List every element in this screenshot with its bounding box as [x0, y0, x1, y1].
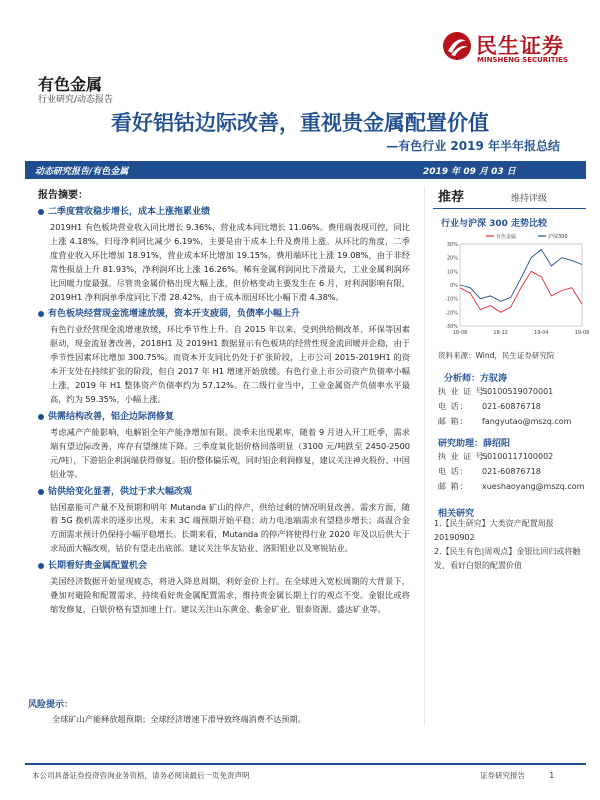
section-text: 钴国嘉能可产量不及预期和明年 Mutanda 矿山的停产，供给过剩的情况明显改善。需求方面，随着 5G 换机需求的逐步出现，未来 3C 端预期开始平稳；动力电池端需求有望稳步增长；高温合金方面需求预计仍保持小幅平稳增长。长期来看，Mutanda 的停产将使得行业 2020 年及以后供大于求局面大幅改观，钴价有望走出底部。建议关注华友钴业、洛阳钼业以及寒锐钴业。 [50, 501, 410, 554]
info-key: 电 话： [438, 402, 469, 411]
section-title: 二季度营收稳步增长，成本上涨拖累业绩 [38, 205, 410, 219]
risk-text: 全球矿山产能释放超预期；全球经济增速下滑导致终端消费不达预期。 [52, 714, 306, 724]
info-key: 电 话： [438, 467, 469, 476]
banner-date: 2019 年 09 月 03 日 [423, 167, 516, 177]
brand-name-en: MINSHENG SECURITIES [477, 56, 568, 64]
section-text: 考虑减产产能影响，电解铝全年产能净增加有限。淡季未出现累库，随着 9 月进入开工旺季，需求端有望边际改善，库存有望继续下降。三季度氧化铝价格回落明显（3100 元/吨跌至 2450-2500 元/吨），下游铝企利润端获得修复。铝价整体偏乐观，同时铝企利润修复，建议关注神火股份、中国铝业等。 [50, 426, 410, 479]
banner-category: 动态研究报告/有色金属 [35, 167, 129, 177]
assistant-info [438, 449, 588, 494]
plot-frame [460, 244, 582, 326]
info-key: 邮 箱： [438, 482, 469, 491]
page-subtitle: —有色行业 2019 年半年报总结 [386, 139, 560, 153]
chart-source: 资料来源：Wind，民生证券研究院 [438, 351, 555, 360]
section-title: 长期看好贵金属配置机会 [38, 559, 410, 573]
abstract-title: 报告摘要： [38, 190, 88, 201]
info-value: 021-60876718 [482, 402, 541, 411]
section-text: 有色行业经营现金流增速放缓，环比季节性上升。自 2015 年以来，受到供给侧改革、环保等因素驱动，现金流显著改善，2018H1 及 2019H1 数据显示有色板块的经营性现金流回暖并企稳，由于季节性因素环比增加 300.75%。而资本开支同比仍处于扩张阶段，上市公司 2015-2019H1 的资本开支处在持续扩张的阶段，但自 2017 年 H1 增速开始放缓。有色行业上市公司资产负债率小幅上涨，2019 年 H1 整体资产负债率约为 57.12%。在二级行业当中，工业金属资产负债率水平最高，约为 59.35%，小幅上涨。 [50, 324, 410, 404]
info-value: 021-60876718 [482, 467, 541, 476]
section-title: 供需结构改善，铝企边际润修复 [38, 410, 410, 424]
y-tick-label: -30% [445, 324, 458, 330]
legend-label: 沪深300 [548, 234, 568, 240]
industry-label: 有色金属 [38, 75, 103, 94]
risk-section [28, 697, 422, 725]
related-heading: 相关研究 [438, 509, 475, 519]
y-tick-label: 20% [446, 255, 458, 262]
trend-chart [436, 230, 590, 342]
chart-title: 行业与沪深 300 走势比较 [441, 219, 548, 229]
section-text: 美国经济数据开始显现疲态，将进入降息周期，利好金价上行。在全球进入宽松周期的大背景下，叠加对避险和配置需求，持续看好贵金属配置需求，维持贵金属长期上行的观点不变。金银比或将缩发修复，白银价格有望加速上行。建议关注山东黄金、紫金矿业、银泰资源、盛达矿业等。 [50, 576, 410, 614]
footer-disclaimer: 本公司具备证券投资咨询业务资格，请务必阅读最后一页免责声明 [32, 771, 250, 780]
x-tick-label: 19-04 [534, 330, 549, 336]
y-tick-label: -10% [445, 296, 458, 303]
assistant-heading: 研究助理：薛绍阳 [438, 439, 511, 449]
footer-report-type: 证券研究报告 [480, 771, 525, 780]
info-value: S0100117100002 [482, 452, 554, 461]
page-number: 1 [549, 771, 555, 780]
y-tick-label: 10% [446, 269, 458, 276]
info-key: 执 业 证 号： [438, 387, 494, 396]
brand-name: 民生证券 [476, 34, 564, 58]
info-key: 邮 箱： [438, 417, 469, 426]
x-tick-label: 19-08 [574, 330, 590, 336]
legend-label: 有色金属 [496, 234, 517, 240]
footer-divider [25, 763, 586, 765]
column-divider [424, 186, 425, 726]
footer-label [480, 770, 554, 781]
y-tick-label: 30% [446, 242, 458, 248]
analyst-info [438, 384, 588, 429]
section-title: 有色板块经营现金流增速放缓，资本开支疲弱，负债率小幅上升 [38, 307, 410, 321]
report-type: 行业研究/动态报告 [38, 95, 114, 105]
page-title: 看好铝钴边际改善，重视贵金属配置价值 [111, 111, 489, 135]
divider [433, 208, 586, 209]
report-banner [25, 161, 586, 179]
y-tick-label: -20% [445, 310, 458, 317]
info-value: fangyutao@mszq.com [482, 417, 572, 426]
y-tick-label: 0% [450, 283, 458, 289]
section-title: 钴供给变化显著，供过于求大幅改观 [38, 485, 410, 499]
recommendation: 推荐 [438, 190, 465, 205]
x-tick-label: 18-12 [493, 330, 508, 336]
risk-title: 风险提示： [28, 700, 74, 710]
info-key: 执 业 证 号： [438, 452, 494, 461]
section-text: 2019H1 有色板块营业收入同比增长 9.36%，营业成本同比增长 11.06%。费用端表现可控，同比上涨 4.18%，归母净利同比减少 6.19%，主要是由于成本上升及费用上涨。从环比的角度，二季度营业收入环比增加 18.91%，营业成本环比增加 19.15%，费用端环比上涨 19.08%，由于非经常性损益上升 81.93%，净利润环比上涨 16.26%。稀有金属利润同比下滑最大，工业金属利润环比回暖力度最强。尽管贵金属价格出现大幅上涨，但价格变动主要发生在 6 月，对利润影响有限，2019H1 净利润单季度同比下滑 28.42%，由于成本原因环比小幅下滑 4.38%。 [50, 222, 410, 302]
related-link[interactable]: 2.【民生有色|周观点】金银比回归或将触发，看好白银的配置价值 [434, 547, 581, 570]
series-line-csi300 [460, 250, 582, 302]
info-value: S0100519070001 [482, 387, 554, 396]
related-link[interactable]: 1.【民生研究】大类资产配置周报 20190902 [434, 519, 554, 542]
rating: 维持评级 [511, 194, 548, 204]
minsheng-logo-icon [442, 31, 472, 61]
x-tick-label: 18-08 [452, 330, 468, 336]
analyst-heading: 分析师：方驭涛 [444, 374, 508, 384]
abstract [38, 186, 410, 620]
info-value: xueshaoyang@mszq.com [482, 482, 585, 491]
